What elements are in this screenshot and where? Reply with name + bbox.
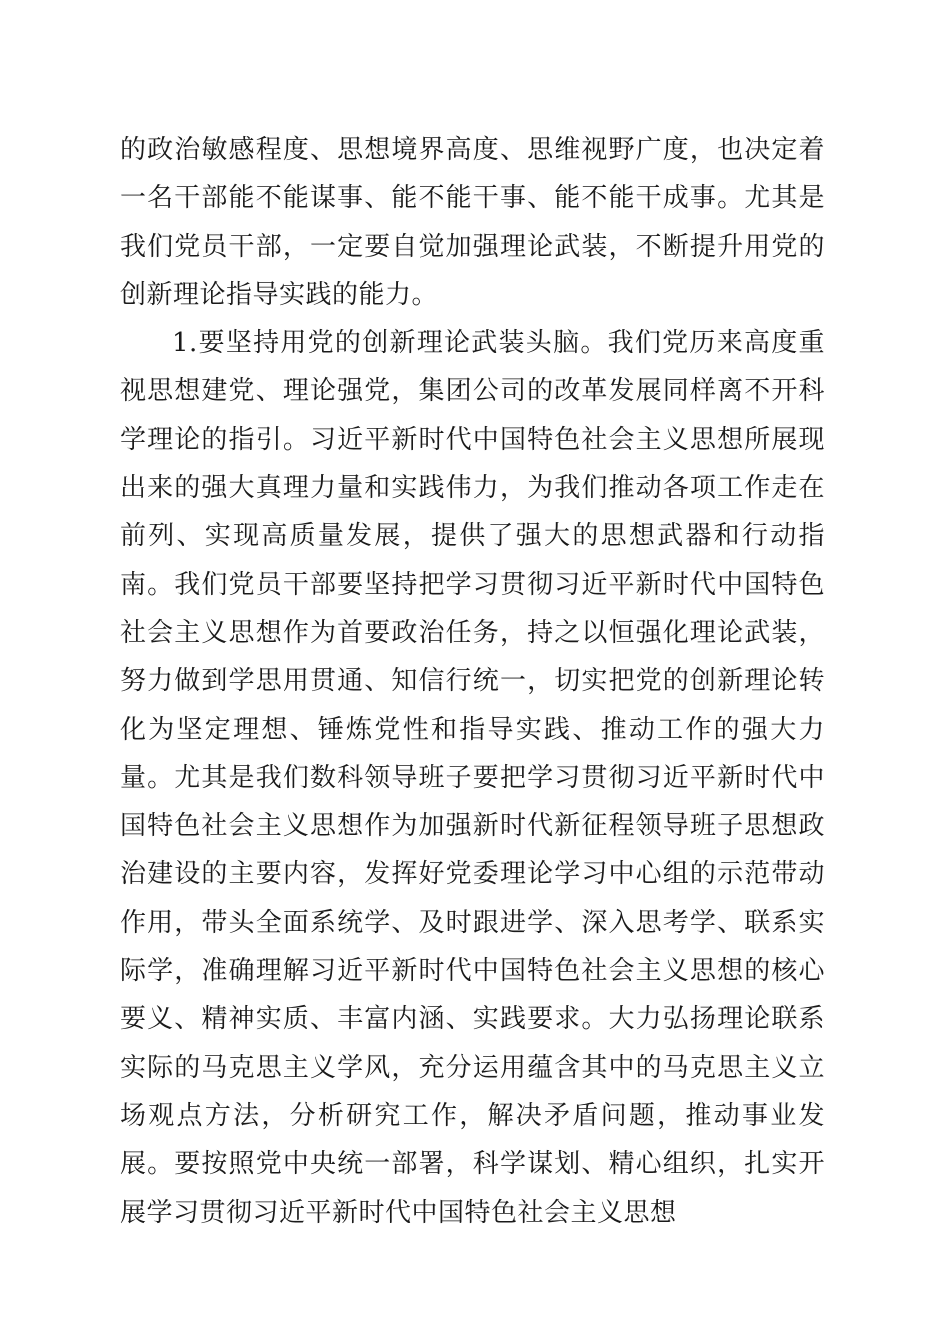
paragraph-continued: 的政治敏感程度、思想境界高度、思维视野广度，也决定着一名干部能不能谋事、能不能干事、能不能干成事。尤其是我们党员干部，一定要自觉加强理论武装，不断提升用党的创新理论指导实践的能力。 xyxy=(120,135,825,310)
paragraph-section-1: 1.要坚持用党的创新理论武装头脑。我们党历来高度重视思想建党、理论强党，集团公司的改革发展同样离不开科学理论的指引。习近平新时代中国特色社会主义思想所展现出来的强大真理力量和实践伟力，为我们推动各项工作走在前列、实现高质量发展，提供了强大的思想武器和行动指南。我们党员干部要坚持把学习贯彻习近平新时代中国特色社会主义思想作为首要政治任务，持之以恒强化理论武装，努力做到学思用贯通、知信行统一，切实把党的创新理论转化为坚定理想、锤炼党性和指导实践、推动工作的强大力量。尤其是我们数科领导班子要把学习贯彻习近平新时代中国特色社会主义思想作为加强新时代新征程领导班子思想政治建设的主要内容，发挥好党委理论学习中心组的示范带动作用，带头全面系统学、及时跟进学、深入思考学、联系实际学，准确理解习近平新时代中国特色社会主义思想的核心要义、精神实质、丰富内涵、实践要求。大力弘扬理论联系实际的马克思主义学风，充分运用蕴含其中的马克思主义立场观点方法，分析研究工作，解决矛盾问题，推动事业发展。要按照党中央统一部署，科学谋划、精心组织，扎实开展学习贯彻习近平新时代中国特色社会主义思想 xyxy=(120,328,825,1228)
document-body xyxy=(120,126,825,1237)
